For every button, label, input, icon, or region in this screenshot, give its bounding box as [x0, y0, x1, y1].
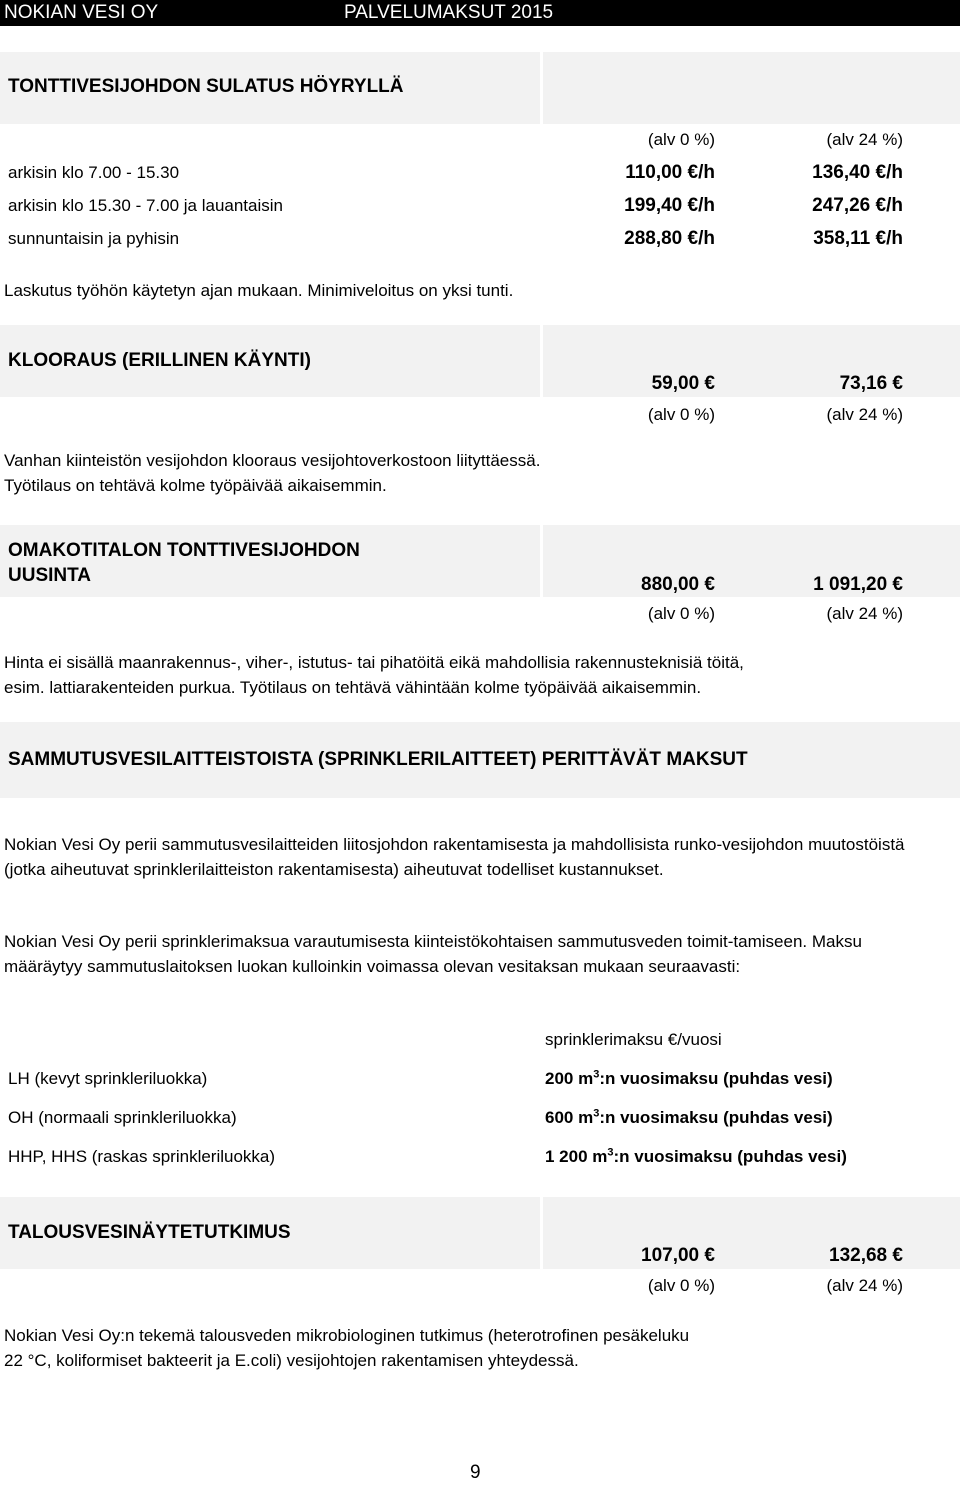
rate-label: arkisin klo 7.00 - 15.30 — [8, 163, 180, 182]
sprinkler-class-label: OH (normaali sprinkleriluokka) — [8, 1108, 237, 1127]
renewal-price-vat0: 880,00 € — [641, 574, 715, 595]
section-title-sprinkler: SAMMUTUSVESILAITTEISTOISTA (SPRINKLERILAITTEET) PERITTÄVÄT MAKSUT — [8, 749, 748, 770]
rate-vat0: 199,40 €/h — [624, 195, 715, 216]
vat24-label: (alv 24 %) — [826, 130, 903, 149]
rate-vat0: 288,80 €/h — [624, 228, 715, 249]
vat24-label: (alv 24 %) — [826, 604, 903, 623]
company-name: NOKIAN VESI OY — [4, 2, 159, 23]
sprinkler-fee-header: sprinklerimaksu €/vuosi — [545, 1030, 722, 1049]
water-test-price-vat0: 107,00 € — [641, 1245, 715, 1266]
water-test-note-line: Nokian Vesi Oy:n tekemä talousveden mikrobiologinen tutkimus (heterotrofinen pesäkeluku — [4, 1326, 690, 1345]
sprinkler-class-label: LH (kevyt sprinkleriluokka) — [8, 1069, 208, 1088]
sprinkler-paragraph: Nokian Vesi Oy perii sprinklerimaksua varautumisesta kiinteistökohtaisen sammutusveden toimit-tamiseen. Maksu määräytyy sammutuslaitoksen luokan kulloinkin voimassa olevan vesitaksan mukaan seuraavasti: — [4, 932, 862, 976]
water-test-price-vat24: 132,68 € — [829, 1245, 903, 1266]
vat0-label: (alv 0 %) — [647, 604, 715, 623]
sprinkler-paragraph: Nokian Vesi Oy perii sammutusvesilaitteiden liitosjohdon rakentamisesta ja mahdollisista runko-vesijohdon muutostöistä (jotka aiheutuvat sprinklerilaitteiston rakentamisesta) aiheutuvat todelliset kustannukset. — [4, 835, 905, 879]
renewal-price-vat24: 1 091,20 € — [813, 574, 903, 595]
vat24-label: (alv 24 %) — [826, 405, 903, 424]
sprinkler-fee: 1 200 $m^3:n$ vuosimaksu (puhdas vesi) — [545, 1146, 847, 1166]
chlorination-price-vat0: 59,00 € — [651, 373, 715, 394]
vat0-label: (alv 0 %) — [647, 1276, 715, 1295]
vat0-label: (alv 0 %) — [647, 130, 715, 149]
rate-label: sunnuntaisin ja pyhisin — [8, 229, 180, 248]
rate-vat0: 110,00 €/h — [625, 162, 715, 183]
rate-vat24: 247,26 €/h — [812, 195, 903, 216]
rate-vat24: 358,11 €/h — [813, 228, 903, 249]
chlorination-note-line: Vanhan kiinteistön vesijohdon klooraus vesijohtoverkostoon liityttäessä. — [4, 451, 541, 470]
sprinkler-class-label: HHP, HHS (raskas sprinkleriluokka) — [8, 1147, 276, 1166]
document-title: PALVELUMAKSUT 2015 — [344, 2, 554, 23]
sprinkler-fee: 600 $m^3:n$ vuosimaksu (puhdas vesi) — [545, 1107, 833, 1127]
vat0-label: (alv 0 %) — [647, 405, 715, 424]
section-title-thawing: TONTTIVESIJOHDON SULATUS HÖYRYLLÄ — [8, 76, 404, 97]
section-title-renewal: OMAKOTITALON TONTTIVESIJOHDON — [8, 540, 360, 561]
page-number: 9 — [470, 1462, 481, 1483]
sprinkler-fee: 200 $m^3:n$ vuosimaksu (puhdas vesi) — [545, 1068, 833, 1088]
section-title-renewal: UUSINTA — [8, 565, 92, 586]
renewal-note-line: esim. lattiarakenteiden purkua. Työtilaus on tehtävä vähintään kolme työpäivää aikaisemmin. — [4, 678, 702, 697]
chlorination-price-vat24: 73,16 € — [839, 373, 903, 394]
vat24-label: (alv 24 %) — [826, 1276, 903, 1295]
section-title-chlorination: KLOORAUS (ERILLINEN KÄYNTI) — [8, 350, 311, 371]
rate-vat24: 136,40 €/h — [812, 162, 903, 183]
water-test-note-line: 22 °C, koliformiset bakteerit ja E.coli) vesijohtojen rakentamisen yhteydessä. — [4, 1351, 579, 1370]
chlorination-note-line: Työtilaus on tehtävä kolme työpäivää aikaisemmin. — [4, 476, 387, 495]
rate-label: arkisin klo 15.30 - 7.00 ja lauantaisin — [8, 196, 283, 215]
thawing-note: Laskutus työhön käytetyn ajan mukaan. Minimiveloitus on yksi tunti. — [4, 281, 514, 300]
section-title-water-test: TALOUSVESINÄYTETUTKIMUS — [8, 1222, 291, 1243]
renewal-note-line: Hinta ei sisällä maanrakennus-, viher-, istutus- tai pihatöitä eikä mahdollisia rakennusteknisiä töitä, — [4, 653, 744, 672]
page-header — [0, 0, 960, 26]
